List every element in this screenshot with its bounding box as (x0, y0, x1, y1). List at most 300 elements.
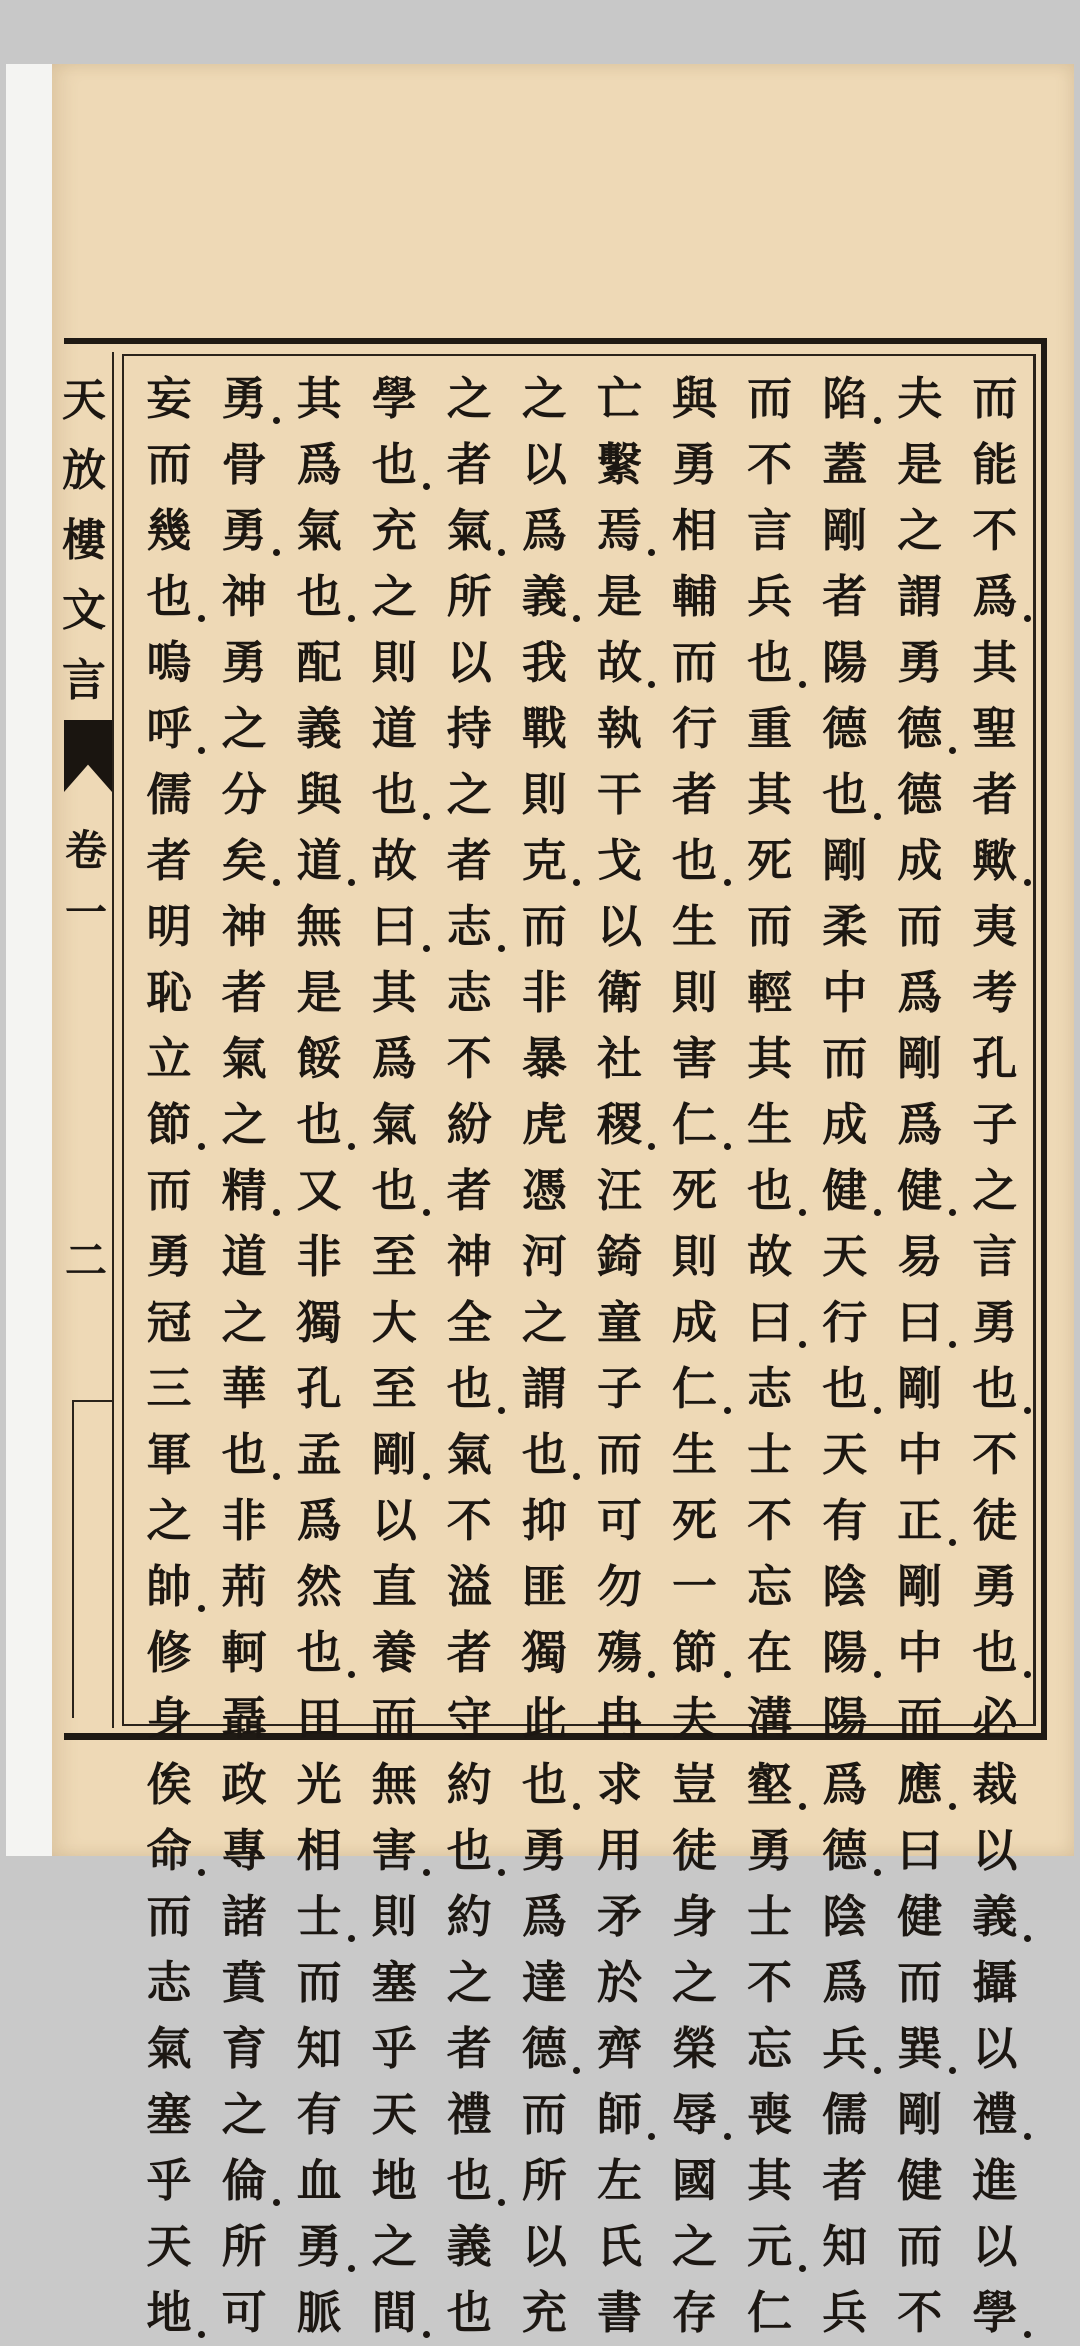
text-char: 歟 (967, 828, 1023, 894)
text-char: 者 (146, 834, 192, 887)
text-char: 聶 (221, 1692, 267, 1745)
text-char: 以 (521, 2220, 567, 2273)
text-char: 剛 (366, 1422, 422, 1488)
text-char: 勇 (521, 1824, 567, 1877)
text-char: 則 (371, 636, 417, 689)
text-char: 裁 (972, 1758, 1018, 1811)
text-char: 義 (296, 702, 342, 755)
text-char: 溢 (446, 1560, 492, 1613)
text-char: 而 (146, 1890, 192, 1943)
text-char: 左 (596, 2154, 642, 2207)
text-char: 禮 (446, 2088, 492, 2141)
text-char: 恥 (146, 966, 192, 1019)
text-char: 生 (747, 1098, 793, 1151)
text-char: 養 (371, 1626, 417, 1679)
text-char: 修 (146, 1626, 192, 1679)
text-char: 氣 (296, 504, 342, 557)
text-char: 曰 (892, 1290, 948, 1356)
text-char: 爲 (897, 966, 943, 1019)
text-char: 倫 (216, 2148, 272, 2214)
text-char: 言 (747, 504, 793, 557)
text-char: 是 (596, 570, 642, 623)
text-char: 氣 (441, 498, 497, 564)
text-char: 之 (521, 1296, 567, 1349)
text-char: 之 (672, 1956, 718, 2009)
text-char: 干 (596, 768, 642, 821)
text-char: 幾 (146, 504, 192, 557)
text-char: 元 (742, 2214, 798, 2280)
text-char: 故 (591, 630, 647, 696)
text-char: 餒 (296, 1032, 342, 1085)
text-char: 妄 (146, 372, 192, 425)
lower-margin-bar (72, 1402, 74, 1718)
text-char: 其 (747, 1032, 793, 1085)
text-char: 忘 (747, 2022, 793, 2075)
text-char: 執 (596, 702, 642, 755)
text-char: 也 (291, 1092, 347, 1158)
text-char: 言 (972, 1230, 1018, 1283)
text-char: 矛 (596, 1890, 642, 1943)
text-char: 行 (822, 1296, 868, 1349)
text-char: 一 (672, 1560, 718, 1613)
text-char: 呼 (141, 696, 197, 762)
text-char: 而 (521, 2088, 567, 2141)
text-char: 兵 (747, 570, 793, 623)
text-char: 者 (446, 834, 492, 887)
text-char: 持 (446, 702, 492, 755)
text-char: 以 (972, 1824, 1018, 1877)
text-char: 勇 (291, 2214, 347, 2280)
text-char: 之 (146, 1494, 192, 1547)
text-char: 不 (446, 1032, 492, 1085)
text-char: 知 (296, 2022, 342, 2075)
text-char: 神 (221, 570, 267, 623)
text-char: 能 (972, 438, 1018, 491)
text-char: 大 (371, 1296, 417, 1349)
text-char: 與 (296, 768, 342, 821)
text-char: 而 (146, 1164, 192, 1217)
text-char: 冉 (596, 1692, 642, 1745)
text-char: 以 (371, 1494, 417, 1547)
title-char: 言 (62, 655, 106, 706)
text-char: 士 (291, 1884, 347, 1950)
text-char: 也 (817, 762, 873, 828)
text-char: 也 (291, 1620, 347, 1686)
text-char: 輕 (747, 966, 793, 1019)
text-column (885, 366, 955, 2339)
text-char: 天 (822, 1428, 868, 1481)
text-char: 士 (747, 1428, 793, 1481)
text-char: 乎 (146, 2154, 192, 2207)
text-char: 中 (822, 966, 868, 1019)
text-char: 進 (972, 2154, 1018, 2207)
text-char: 攝 (972, 1956, 1018, 2009)
text-char: 之 (672, 2220, 718, 2273)
text-char: 節 (141, 1092, 197, 1158)
text-char: 行 (672, 702, 718, 755)
text-char: 學 (967, 2280, 1023, 2346)
text-char: 則 (672, 1230, 718, 1283)
text-char: 豈 (672, 1758, 718, 1811)
text-char: 也 (967, 1620, 1023, 1686)
text-char: 命 (141, 1818, 197, 1884)
text-char: 則 (371, 1890, 417, 1943)
text-char: 配 (296, 636, 342, 689)
text-char: 繫 (596, 438, 642, 491)
text-char: 也 (516, 1752, 572, 1818)
text-char: 死 (672, 1164, 718, 1217)
text-char: 帥 (141, 1554, 197, 1620)
text-char: 獨 (296, 1296, 342, 1349)
text-char: 亡 (596, 372, 642, 425)
text-char: 勇 (146, 1230, 192, 1283)
text-char: 者 (972, 768, 1018, 821)
text-char: 爲 (521, 1890, 567, 1943)
text-char: 相 (296, 1824, 342, 1877)
text-char: 易 (897, 1230, 943, 1283)
text-char: 之 (521, 372, 567, 425)
text-char: 氣 (146, 2022, 192, 2075)
text-char: 陰 (822, 1560, 868, 1613)
text-char: 重 (747, 702, 793, 755)
text-char: 塞 (146, 2088, 192, 2141)
text-char: 故 (371, 834, 417, 887)
text-char: 不 (747, 1494, 793, 1547)
text-char: 也 (216, 1422, 272, 1488)
text-char: 守 (446, 1692, 492, 1745)
text-char: 地 (141, 2280, 197, 2346)
text-char: 義 (516, 564, 572, 630)
title-char: 天 (62, 375, 106, 426)
text-char: 陽 (817, 1620, 873, 1686)
text-char: 不 (446, 1494, 492, 1547)
text-char: 直 (371, 1560, 417, 1613)
text-char: 血 (296, 2154, 342, 2207)
text-char: 然 (296, 1560, 342, 1613)
text-char: 此 (521, 1692, 567, 1745)
text-char: 而 (897, 1692, 943, 1745)
text-char: 塞 (371, 1956, 417, 2009)
text-char: 志 (446, 966, 492, 1019)
text-char: 荊 (221, 1560, 267, 1613)
page-number: 二 (64, 1236, 107, 1285)
text-char: 爲 (897, 1098, 943, 1151)
text-char: 而 (296, 1956, 342, 2009)
text-char: 於 (596, 1956, 642, 2009)
text-column (810, 366, 880, 2339)
text-char: 也 (366, 432, 422, 498)
text-char: 也 (667, 828, 723, 894)
text-char: 孔 (296, 1362, 342, 1415)
text-char: 則 (672, 966, 718, 1019)
text-char: 勇 (672, 438, 718, 491)
text-column (660, 366, 730, 2339)
text-char: 是 (897, 438, 943, 491)
text-char: 所 (521, 2154, 567, 2207)
text-char: 專 (221, 1824, 267, 1877)
text-char: 仁 (667, 1356, 723, 1422)
text-char: 爲 (967, 564, 1023, 630)
text-char: 儒 (146, 768, 192, 821)
juan-char: 一 (64, 888, 107, 937)
text-char: 者 (822, 570, 868, 623)
text-char: 巽 (892, 2016, 948, 2082)
text-char: 而 (521, 900, 567, 953)
text-char: 地 (371, 2154, 417, 2207)
text-char: 爲 (296, 1494, 342, 1547)
text-char: 而 (596, 1428, 642, 1481)
text-char: 憑 (521, 1164, 567, 1217)
text-char: 聖 (972, 702, 1018, 755)
text-char: 知 (822, 2220, 868, 2273)
text-char: 殤 (591, 1620, 647, 1686)
text-char: 勇 (747, 1824, 793, 1877)
text-char: 可 (221, 2286, 267, 2339)
text-char: 之 (446, 372, 492, 425)
text-char: 明 (146, 900, 192, 953)
text-char: 也 (441, 1818, 497, 1884)
text-char: 也 (366, 1158, 422, 1224)
text-char: 諸 (221, 1890, 267, 1943)
text-char: 政 (221, 1758, 267, 1811)
text-char: 不 (747, 438, 793, 491)
text-char: 焉 (591, 498, 647, 564)
text-char: 儒 (822, 2088, 868, 2141)
text-char: 相 (672, 504, 718, 557)
text-char: 勇 (972, 1560, 1018, 1613)
text-char: 勿 (596, 1560, 642, 1613)
title-char: 樓 (62, 515, 106, 566)
title-char: 文 (62, 585, 106, 636)
text-char: 不 (972, 1428, 1018, 1481)
text-char: 陽 (822, 1692, 868, 1745)
text-char: 非 (521, 966, 567, 1019)
text-char: 而 (747, 900, 793, 953)
text-char: 辱 (667, 2082, 723, 2148)
text-char: 剛 (897, 2088, 943, 2141)
text-char: 死 (747, 834, 793, 887)
text-char: 子 (596, 1362, 642, 1415)
book-title-vertical (56, 366, 112, 886)
text-char: 全 (446, 1296, 492, 1349)
text-char: 之 (446, 1956, 492, 2009)
text-char: 其 (296, 372, 342, 425)
text-char: 士 (747, 1890, 793, 1943)
text-char: 而 (897, 900, 943, 953)
text-char: 非 (296, 1230, 342, 1283)
text-char: 身 (146, 1692, 192, 1745)
text-char: 無 (296, 900, 342, 953)
text-char: 仁 (747, 2286, 793, 2339)
text-char: 華 (221, 1362, 267, 1415)
text-column (359, 366, 429, 2339)
text-char: 剛 (822, 504, 868, 557)
text-char: 榮 (672, 2022, 718, 2075)
text-char: 也 (742, 1158, 798, 1224)
text-char: 勇 (216, 366, 272, 432)
text-char: 紛 (446, 1098, 492, 1151)
text-char: 至 (371, 1362, 417, 1415)
text-char: 而 (972, 372, 1018, 425)
text-char: 也 (516, 1422, 572, 1488)
text-char: 道 (371, 702, 417, 755)
text-char: 有 (822, 1494, 868, 1547)
text-char: 溝 (747, 1692, 793, 1745)
text-char: 剛 (822, 834, 868, 887)
text-char: 其 (972, 636, 1018, 689)
text-char: 者 (446, 438, 492, 491)
text-char: 達 (521, 1956, 567, 2009)
text-char: 之 (371, 2220, 417, 2273)
text-char: 以 (972, 2220, 1018, 2273)
text-char: 氏 (596, 2220, 642, 2273)
text-char: 生 (672, 1428, 718, 1481)
text-char: 而 (371, 1692, 417, 1745)
text-char: 也 (366, 762, 422, 828)
text-char: 間 (366, 2280, 422, 2346)
text-char: 賁 (221, 1956, 267, 2009)
text-char: 必 (972, 1692, 1018, 1745)
text-char: 至 (371, 1230, 417, 1283)
text-char: 以 (972, 2022, 1018, 2075)
text-char: 以 (446, 636, 492, 689)
text-char: 剛 (897, 1032, 943, 1085)
text-char: 戈 (596, 834, 642, 887)
text-char: 健 (897, 1890, 943, 1943)
text-char: 克 (516, 828, 572, 894)
text-char: 稷 (591, 1092, 647, 1158)
text-char: 爲 (822, 1956, 868, 2009)
text-column (960, 366, 1030, 2339)
text-char: 剛 (897, 1560, 943, 1613)
text-char: 孟 (296, 1428, 342, 1481)
text-char: 壑 (742, 1752, 798, 1818)
text-char: 之 (446, 768, 492, 821)
text-char: 約 (446, 1890, 492, 1943)
text-char: 育 (221, 2022, 267, 2075)
text-char: 三 (146, 1362, 192, 1415)
text-char: 成 (897, 834, 943, 887)
text-char: 光 (296, 1758, 342, 1811)
text-char: 曰 (742, 1290, 798, 1356)
text-char: 神 (221, 900, 267, 953)
text-char: 爲 (296, 438, 342, 491)
text-column (584, 366, 654, 2339)
text-char: 應 (892, 1752, 948, 1818)
text-char: 錡 (596, 1230, 642, 1283)
text-char: 陽 (822, 636, 868, 689)
text-char: 國 (672, 2154, 718, 2207)
text-char: 社 (596, 1032, 642, 1085)
text-char: 子 (972, 1098, 1018, 1151)
text-char: 也 (291, 564, 347, 630)
lower-margin-tick (72, 1400, 112, 1402)
margin-divider-line (112, 352, 114, 1728)
text-char: 以 (596, 900, 642, 953)
text-char: 用 (596, 1824, 642, 1877)
text-char: 節 (667, 1620, 723, 1686)
text-char: 正 (892, 1488, 948, 1554)
text-char: 者 (446, 1164, 492, 1217)
text-char: 而 (146, 438, 192, 491)
text-char: 學 (371, 372, 417, 425)
text-char: 者 (446, 1626, 492, 1679)
text-char: 也 (446, 2286, 492, 2339)
text-char: 者 (446, 2022, 492, 2075)
text-char: 謂 (521, 1362, 567, 1415)
text-char: 不 (972, 504, 1018, 557)
text-char: 勇 (221, 636, 267, 689)
text-char: 抑 (521, 1494, 567, 1547)
text-char: 志 (747, 1362, 793, 1415)
text-char: 書 (596, 2286, 642, 2339)
text-char: 與 (672, 372, 718, 425)
text-char: 之 (221, 1098, 267, 1151)
text-char: 以 (521, 438, 567, 491)
text-char: 河 (521, 1230, 567, 1283)
text-char: 天 (146, 2220, 192, 2273)
text-char: 之 (371, 570, 417, 623)
text-char: 夷 (972, 900, 1018, 953)
text-char: 喪 (747, 2088, 793, 2141)
text-char: 輔 (672, 570, 718, 623)
text-char: 者 (822, 2154, 868, 2207)
text-char: 爲 (822, 1758, 868, 1811)
text-char: 志 (146, 1956, 192, 2009)
text-char: 勇 (216, 498, 272, 564)
text-char: 德 (817, 1818, 873, 1884)
text-char: 可 (596, 1494, 642, 1547)
text-char: 而 (672, 636, 718, 689)
text-char: 脈 (296, 2286, 342, 2339)
text-char: 其 (747, 768, 793, 821)
main-text-block (134, 366, 1030, 2339)
text-char: 冠 (146, 1296, 192, 1349)
text-char: 之 (897, 504, 943, 557)
text-char: 孔 (972, 1032, 1018, 1085)
text-char: 約 (446, 1758, 492, 1811)
text-char: 又 (296, 1164, 342, 1217)
text-char: 爲 (521, 504, 567, 557)
text-char: 汪 (596, 1164, 642, 1217)
text-char: 嗚 (146, 636, 192, 689)
text-char: 之 (221, 2088, 267, 2141)
text-column (209, 366, 279, 2339)
text-char: 無 (371, 1758, 417, 1811)
text-char: 勇 (897, 636, 943, 689)
text-char: 乎 (371, 2022, 417, 2075)
text-char: 而 (747, 372, 793, 425)
text-char: 充 (521, 2286, 567, 2339)
text-char: 所 (221, 2220, 267, 2273)
text-char: 之 (221, 702, 267, 755)
juan-char: 卷 (64, 826, 107, 875)
text-char: 分 (221, 768, 267, 821)
text-char: 精 (216, 1158, 272, 1224)
text-char: 害 (672, 1032, 718, 1085)
text-column (509, 366, 579, 2339)
text-char: 志 (441, 894, 497, 960)
volume-label-vertical (58, 820, 114, 944)
text-char: 健 (897, 2154, 943, 2207)
text-char: 而 (822, 1032, 868, 1085)
text-char: 徒 (672, 1824, 718, 1877)
text-char: 暴 (521, 1032, 567, 1085)
text-char: 中 (897, 1428, 943, 1481)
text-char: 氣 (371, 1098, 417, 1151)
text-char: 充 (371, 504, 417, 557)
text-char: 師 (591, 2082, 647, 2148)
